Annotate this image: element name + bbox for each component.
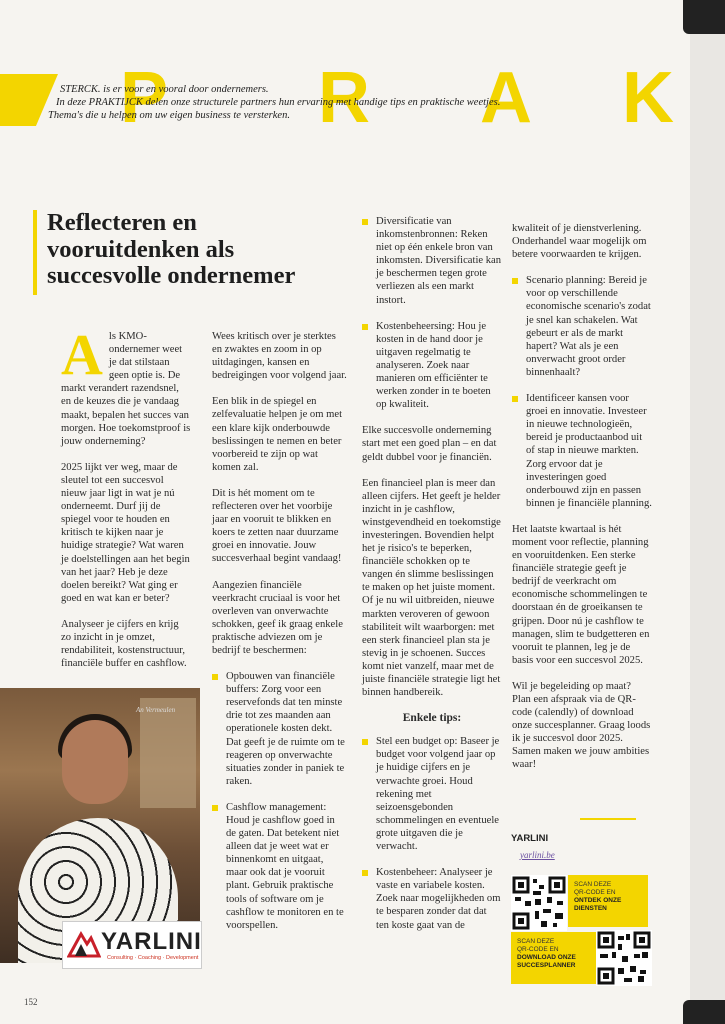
header-big-letter: K [622, 58, 674, 138]
paragraph: Dit is hét moment om te reflecteren over het voorbije jaar en vooruit te blikken en koers te zetten naar duurzame groei en innovatie. Jouw succesverhaal begint vandaag! [212, 487, 342, 565]
qr-code-icon [511, 875, 567, 931]
tips-list [362, 735, 502, 931]
intro-text [48, 83, 518, 122]
tips-list [362, 215, 502, 411]
qr-caption-services [568, 875, 648, 927]
yarlini-logo [62, 921, 202, 969]
header-big-letter: A [480, 58, 532, 138]
signature-rule [580, 818, 636, 820]
paragraph: Analyseer je cijfers en krijg zo inzicht in je omzet, rendabiliteit, kostenstructuur, financiële buffer en cashflow. [61, 618, 187, 670]
qr-code-icon [596, 930, 652, 986]
qr-caption-line: QR-CODE EN [517, 946, 559, 953]
page-number: 152 [24, 997, 38, 1007]
author-website-link[interactable]: yarlini.be [520, 850, 555, 860]
list-item: Kostenbeheersing: Hou je kosten in de hand door je uitgaven regelmatig te analyseren. Zoek naar manieren om efficiënter te werken zonder in te boeten op kwaliteit. [362, 320, 502, 412]
title-line: Reflecteren en [47, 209, 197, 236]
qr-code-planner[interactable] [596, 930, 652, 986]
article-column-1 [61, 322, 191, 683]
list-item: Scenario planning: Bereid je voor op verschillende economische scenario's zodat je snel kan schakelen. Wat gebeurt er als de markt hapert? Wat als je een onverwacht groot order binnenhaalt? [512, 274, 652, 379]
list-item: Kostenbeheer: Analyseer je vaste en variabele kosten. Zoek naar mogelijkheden om te besparen zonder dat dat ten koste gaat van de [362, 866, 502, 931]
paragraph: Elke succesvolle onderneming start met een goed plan – en dat geldt dubbel voor je financiën. [362, 425, 497, 463]
article-column-3 [362, 215, 502, 945]
qr-caption-bold: DIENSTEN [574, 905, 607, 912]
article-column-4 [512, 222, 652, 785]
tips-list [512, 274, 652, 510]
photo-background-window [140, 698, 196, 808]
qr-caption-line: SCAN DEZE [574, 881, 612, 888]
intro-line: STERCK. is er voor en vooral door ondernemers. [60, 84, 269, 95]
qr-caption-bold: SUCCESPLANNER [517, 962, 576, 969]
title-line: vooruitdenken als [47, 235, 235, 263]
tips-list [212, 670, 347, 932]
photo-credit: An Vermeulen [136, 706, 176, 714]
page-edge [690, 0, 725, 1024]
viewer-tab-top[interactable] [683, 0, 725, 34]
qr-caption-line: SCAN DEZE [517, 938, 555, 945]
intro-line: In deze PRAKTIJCK delen onze structurele partners hun ervaring met handige tips en praktische weetjes. [56, 97, 501, 108]
article-title [47, 210, 347, 290]
header-big-letter: R [318, 58, 370, 138]
paragraph: Een financieel plan is meer dan alleen cijfers. Het geeft je helder inzicht in je cashflow, winstgevendheid en toekomstige investeringen. Bovendien helpt het je risico's te beperken, financiële schokken op te vangen én slimme beslissingen te maken op het juiste moment. Of je nu wil uitbreiden, nieuwe markten veroveren of gewoon stabiliteit wilt waarborgen: met een sterk financieel plan sta je stevig in je schoenen. Succes komt niet vanzelf, maar met de juiste financiële strategie ligt het binnen handbereik. [362, 477, 501, 699]
drop-cap: A [61, 322, 103, 387]
paragraph: Wees kritisch over je sterktes en zwaktes en zoom in op uitdagingen, kansen en bedreigingen voor volgend jaar. [212, 331, 347, 382]
paragraph: ls KMO-ondernemer weet je dat stilstaan geen optie is. De markt verandert razendsnel, en de keuzes die je vandaag maakt, bepalen het succes van morgen. Hoe toekomstproof is jouw onderneming? [61, 331, 191, 447]
qr-caption-line: QR-CODE EN [574, 889, 616, 896]
paragraph: Aangezien financiële veerkracht cruciaal is voor het overleven van onverwachte schokken, geef ik graag enkele praktische adviezen om je bedrijf te beschermen: [212, 579, 343, 656]
viewer-tab-bottom[interactable] [683, 1000, 725, 1024]
list-item: Cashflow management: Houd je cashflow goed in de gaten. Dat betekent niet alleen dat je weet wat er binnenkomt en uitgaat, maar ook dat je vooruit plant. Gebruik praktische tools of software om je cashflow te monitoren en te voorspellen. [212, 801, 347, 932]
list-item: Opbouwen van financiële buffers: Zorg voor een reservefonds dat ten minste drie tot zes maanden aan operationele kosten dekt. Dat geeft je de ruimte om te reageren op onverwachte situaties zonder in paniek te raken. [212, 670, 347, 788]
paragraph: Wil je begeleiding op maat? Plan een afspraak via de QR-code (calendly) of download onze succesplanner. Graag loods ik je succesvol door 2025. Samen maken we jouw ambities waar! [512, 680, 651, 771]
title-line: succesvolle ondernemer [47, 262, 296, 289]
logo-tagline: Consulting · Coaching · Development [107, 955, 199, 961]
photo-face [62, 720, 128, 804]
intro-line: Thema's die u helpen om uw eigen business te versterken. [48, 110, 290, 121]
list-item: Identificeer kansen voor groei en innovatie. Investeer in nieuwe technologieën, bereid je productaanbod uit of stap in nieuwe markten. Zorg ervoor dat je investeringen goed onderbouwd zijn en passen binnen je financiële planning. [512, 392, 652, 510]
qr-caption-bold: ONTDEK ONZE [574, 897, 622, 904]
author-signature: YARLINI [511, 833, 549, 844]
paragraph: Het laatste kwartaal is hét moment voor reflectie, planning en vooruitdenken. Een sterke financiële strategie geeft je bedrijf de veerkracht om economische schommelingen te doorstaan én de groeikansen te grijpen. Door nú je cashflow te managen, slim te budgetteren en vooruit te plannen, leg je de basis voor een succesvol 2025. [512, 523, 650, 666]
qr-code-services[interactable] [511, 875, 567, 931]
subheading: Enkele tips: [402, 712, 462, 725]
mountain-logo-icon [67, 928, 101, 958]
paragraph: kwaliteit of je dienstverlening. Onderhandel waar mogelijk om betere voorwaarden te krijgen. [512, 223, 647, 261]
paragraph: 2025 lijkt ver weg, maar de sleutel tot een succesvol nieuw jaar ligt in wat je nú onderneemt. Durf jij de spiegel voor te houden en kritisch te kijken naar je huidige strategie? Wat waren je doelstellingen aan het begin van het jaar? Heb je deze doelen bereikt? Wat ging er goed en wat kan er beter? [61, 461, 190, 604]
paragraph: Een blik in de spiegel en zelfevaluatie helpen je om met een klare kijk onderbouwde beslissingen te nemen en beter voorbereid te zijn op wat komen zal. [212, 396, 343, 473]
qr-caption-bold: DOWNLOAD ONZE [517, 954, 576, 961]
list-item: Stel een budget op: Baseer je budget voor volgend jaar op je huidige cijfers en je verwachte groei. Houd rekening met seizoensgebonden schommelingen en eventuele grote uitgaven die je verwacht. [362, 735, 502, 853]
list-item: Diversificatie van inkomstenbronnen: Reken niet op één enkele bron van inkomsten. Diversificatie kan je beschermen tegen grote verliezen als een markt instort. [362, 215, 502, 307]
article-column-2 [212, 330, 347, 945]
qr-caption-planner [511, 932, 596, 984]
title-accent-bar [33, 210, 37, 295]
header-big-letter: P [120, 58, 169, 138]
logo-wordmark: YARLINI [101, 928, 202, 955]
